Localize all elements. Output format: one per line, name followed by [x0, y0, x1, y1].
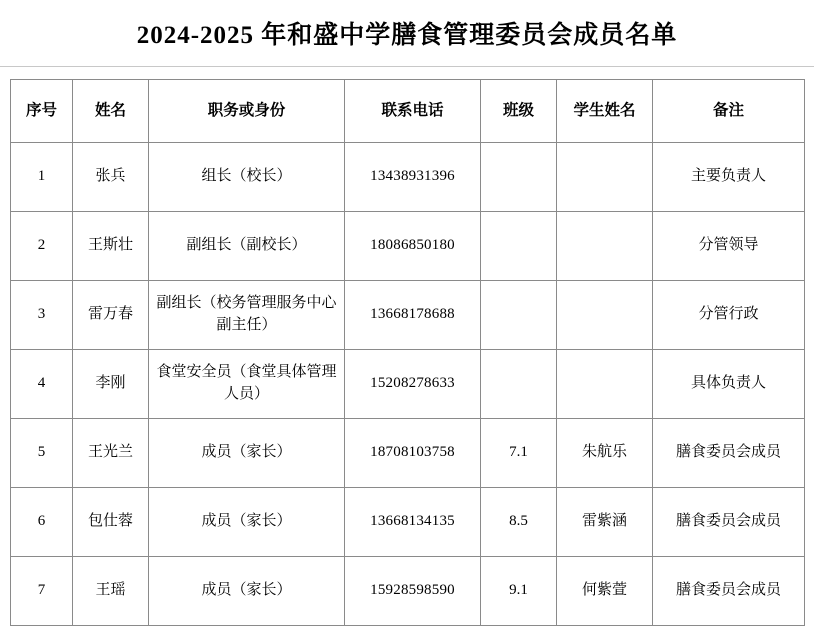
cell-class: 9.1 [481, 557, 557, 626]
cell-role: 食堂安全员（食堂具体管理人员） [149, 350, 345, 419]
table-body [11, 143, 805, 626]
cell-phone: 15208278633 [345, 350, 481, 419]
cell-name: 李刚 [73, 350, 149, 419]
cell-remark: 膳食委员会成员 [653, 557, 805, 626]
column-header-phone: 联系电话 [345, 80, 481, 143]
cell-phone: 18708103758 [345, 419, 481, 488]
cell-class: 8.5 [481, 488, 557, 557]
cell-remark: 分管领导 [653, 212, 805, 281]
cell-index: 2 [11, 212, 73, 281]
cell-phone: 15928598590 [345, 557, 481, 626]
column-header-name: 姓名 [73, 80, 149, 143]
cell-phone: 18086850180 [345, 212, 481, 281]
cell-student [557, 350, 653, 419]
table-row [11, 557, 805, 626]
column-header-remark: 备注 [653, 80, 805, 143]
title-bar [0, 0, 814, 67]
table-row [11, 143, 805, 212]
cell-index: 3 [11, 281, 73, 350]
cell-remark: 主要负责人 [653, 143, 805, 212]
cell-role: 成员（家长） [149, 557, 345, 626]
cell-class [481, 143, 557, 212]
cell-role: 副组长（副校长） [149, 212, 345, 281]
cell-name: 王瑶 [73, 557, 149, 626]
table-row [11, 212, 805, 281]
cell-remark: 膳食委员会成员 [653, 488, 805, 557]
column-header-role: 职务或身份 [149, 80, 345, 143]
table-row [11, 281, 805, 350]
cell-index: 5 [11, 419, 73, 488]
cell-remark: 膳食委员会成员 [653, 419, 805, 488]
cell-name: 包仕蓉 [73, 488, 149, 557]
cell-index: 7 [11, 557, 73, 626]
cell-index: 6 [11, 488, 73, 557]
cell-name: 王斯壮 [73, 212, 149, 281]
column-header-class: 班级 [481, 80, 557, 143]
cell-class [481, 350, 557, 419]
cell-student: 雷紫涵 [557, 488, 653, 557]
cell-name: 张兵 [73, 143, 149, 212]
cell-index: 4 [11, 350, 73, 419]
cell-student [557, 143, 653, 212]
cell-role: 成员（家长） [149, 488, 345, 557]
cell-index: 1 [11, 143, 73, 212]
column-header-index: 序号 [11, 80, 73, 143]
cell-student [557, 281, 653, 350]
table-row [11, 350, 805, 419]
cell-phone: 13668178688 [345, 281, 481, 350]
cell-student [557, 212, 653, 281]
cell-student: 何紫萱 [557, 557, 653, 626]
cell-class [481, 281, 557, 350]
cell-phone: 13438931396 [345, 143, 481, 212]
roster-table [10, 79, 805, 626]
cell-student: 朱航乐 [557, 419, 653, 488]
table-row [11, 488, 805, 557]
cell-role: 成员（家长） [149, 419, 345, 488]
table-row [11, 419, 805, 488]
cell-role: 组长（校长） [149, 143, 345, 212]
cell-name: 雷万春 [73, 281, 149, 350]
cell-name: 王光兰 [73, 419, 149, 488]
cell-class [481, 212, 557, 281]
column-header-student: 学生姓名 [557, 80, 653, 143]
table-header [11, 80, 805, 143]
table-header-row [11, 80, 805, 143]
table-container [0, 67, 814, 626]
cell-role: 副组长（校务管理服务中心副主任） [149, 281, 345, 350]
cell-remark: 具体负责人 [653, 350, 805, 419]
cell-phone: 13668134135 [345, 488, 481, 557]
cell-class: 7.1 [481, 419, 557, 488]
page-title: 2024-2025 年和盛中学膳食管理委员会成员名单 [136, 22, 678, 49]
cell-remark: 分管行政 [653, 281, 805, 350]
